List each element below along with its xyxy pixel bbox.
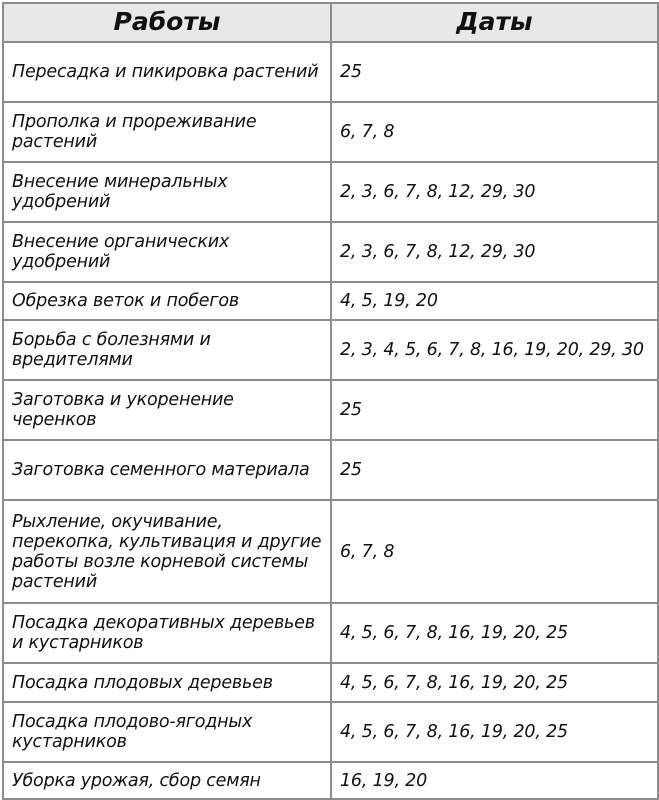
table-row (3, 320, 658, 380)
table-row (3, 440, 658, 500)
work-cell: Борьба с болезнями и вредителями (3, 320, 331, 380)
table-row (3, 762, 658, 799)
header-works: Работы (3, 3, 331, 42)
work-cell: Рыхление, окучивание, перекопка, культивация и другие работы возле корневой системы растений (3, 500, 331, 603)
work-cell: Заготовка семенного материала (3, 440, 331, 500)
table-row (3, 603, 658, 663)
dates-cell: 4, 5, 6, 7, 8, 16, 19, 20, 25 (331, 702, 658, 762)
dates-cell: 2, 3, 6, 7, 8, 12, 29, 30 (331, 222, 658, 282)
dates-cell: 2, 3, 6, 7, 8, 12, 29, 30 (331, 162, 658, 222)
dates-cell: 4, 5, 6, 7, 8, 16, 19, 20, 25 (331, 663, 658, 702)
garden-works-table (2, 2, 659, 800)
work-cell: Пересадка и пикировка растений (3, 42, 331, 102)
work-cell: Прополка и прореживание растений (3, 102, 331, 162)
work-cell: Обрезка веток и побегов (3, 282, 331, 320)
work-cell: Посадка плодово-ягодных кустарников (3, 702, 331, 762)
table-row (3, 500, 658, 603)
header-dates: Даты (331, 3, 658, 42)
dates-cell: 25 (331, 380, 658, 440)
work-cell: Внесение минеральных удобрений (3, 162, 331, 222)
dates-cell: 4, 5, 19, 20 (331, 282, 658, 320)
table-row (3, 222, 658, 282)
dates-cell: 6, 7, 8 (331, 500, 658, 603)
work-cell: Посадка декоративных деревьев и кустарников (3, 603, 331, 663)
work-cell: Посадка плодовых деревьев (3, 663, 331, 702)
dates-cell: 16, 19, 20 (331, 762, 658, 799)
table-row (3, 380, 658, 440)
table-row (3, 663, 658, 702)
dates-cell: 25 (331, 42, 658, 102)
dates-cell: 2, 3, 4, 5, 6, 7, 8, 16, 19, 20, 29, 30 (331, 320, 658, 380)
table-row (3, 282, 658, 320)
work-cell: Внесение органических удобрений (3, 222, 331, 282)
table-row (3, 102, 658, 162)
table-row (3, 42, 658, 102)
dates-cell: 6, 7, 8 (331, 102, 658, 162)
work-cell: Уборка урожая, сбор семян (3, 762, 331, 799)
dates-cell: 4, 5, 6, 7, 8, 16, 19, 20, 25 (331, 603, 658, 663)
work-cell: Заготовка и укоренение черенков (3, 380, 331, 440)
dates-cell: 25 (331, 440, 658, 500)
table-row (3, 702, 658, 762)
table-header-row (3, 3, 658, 42)
table-row (3, 162, 658, 222)
